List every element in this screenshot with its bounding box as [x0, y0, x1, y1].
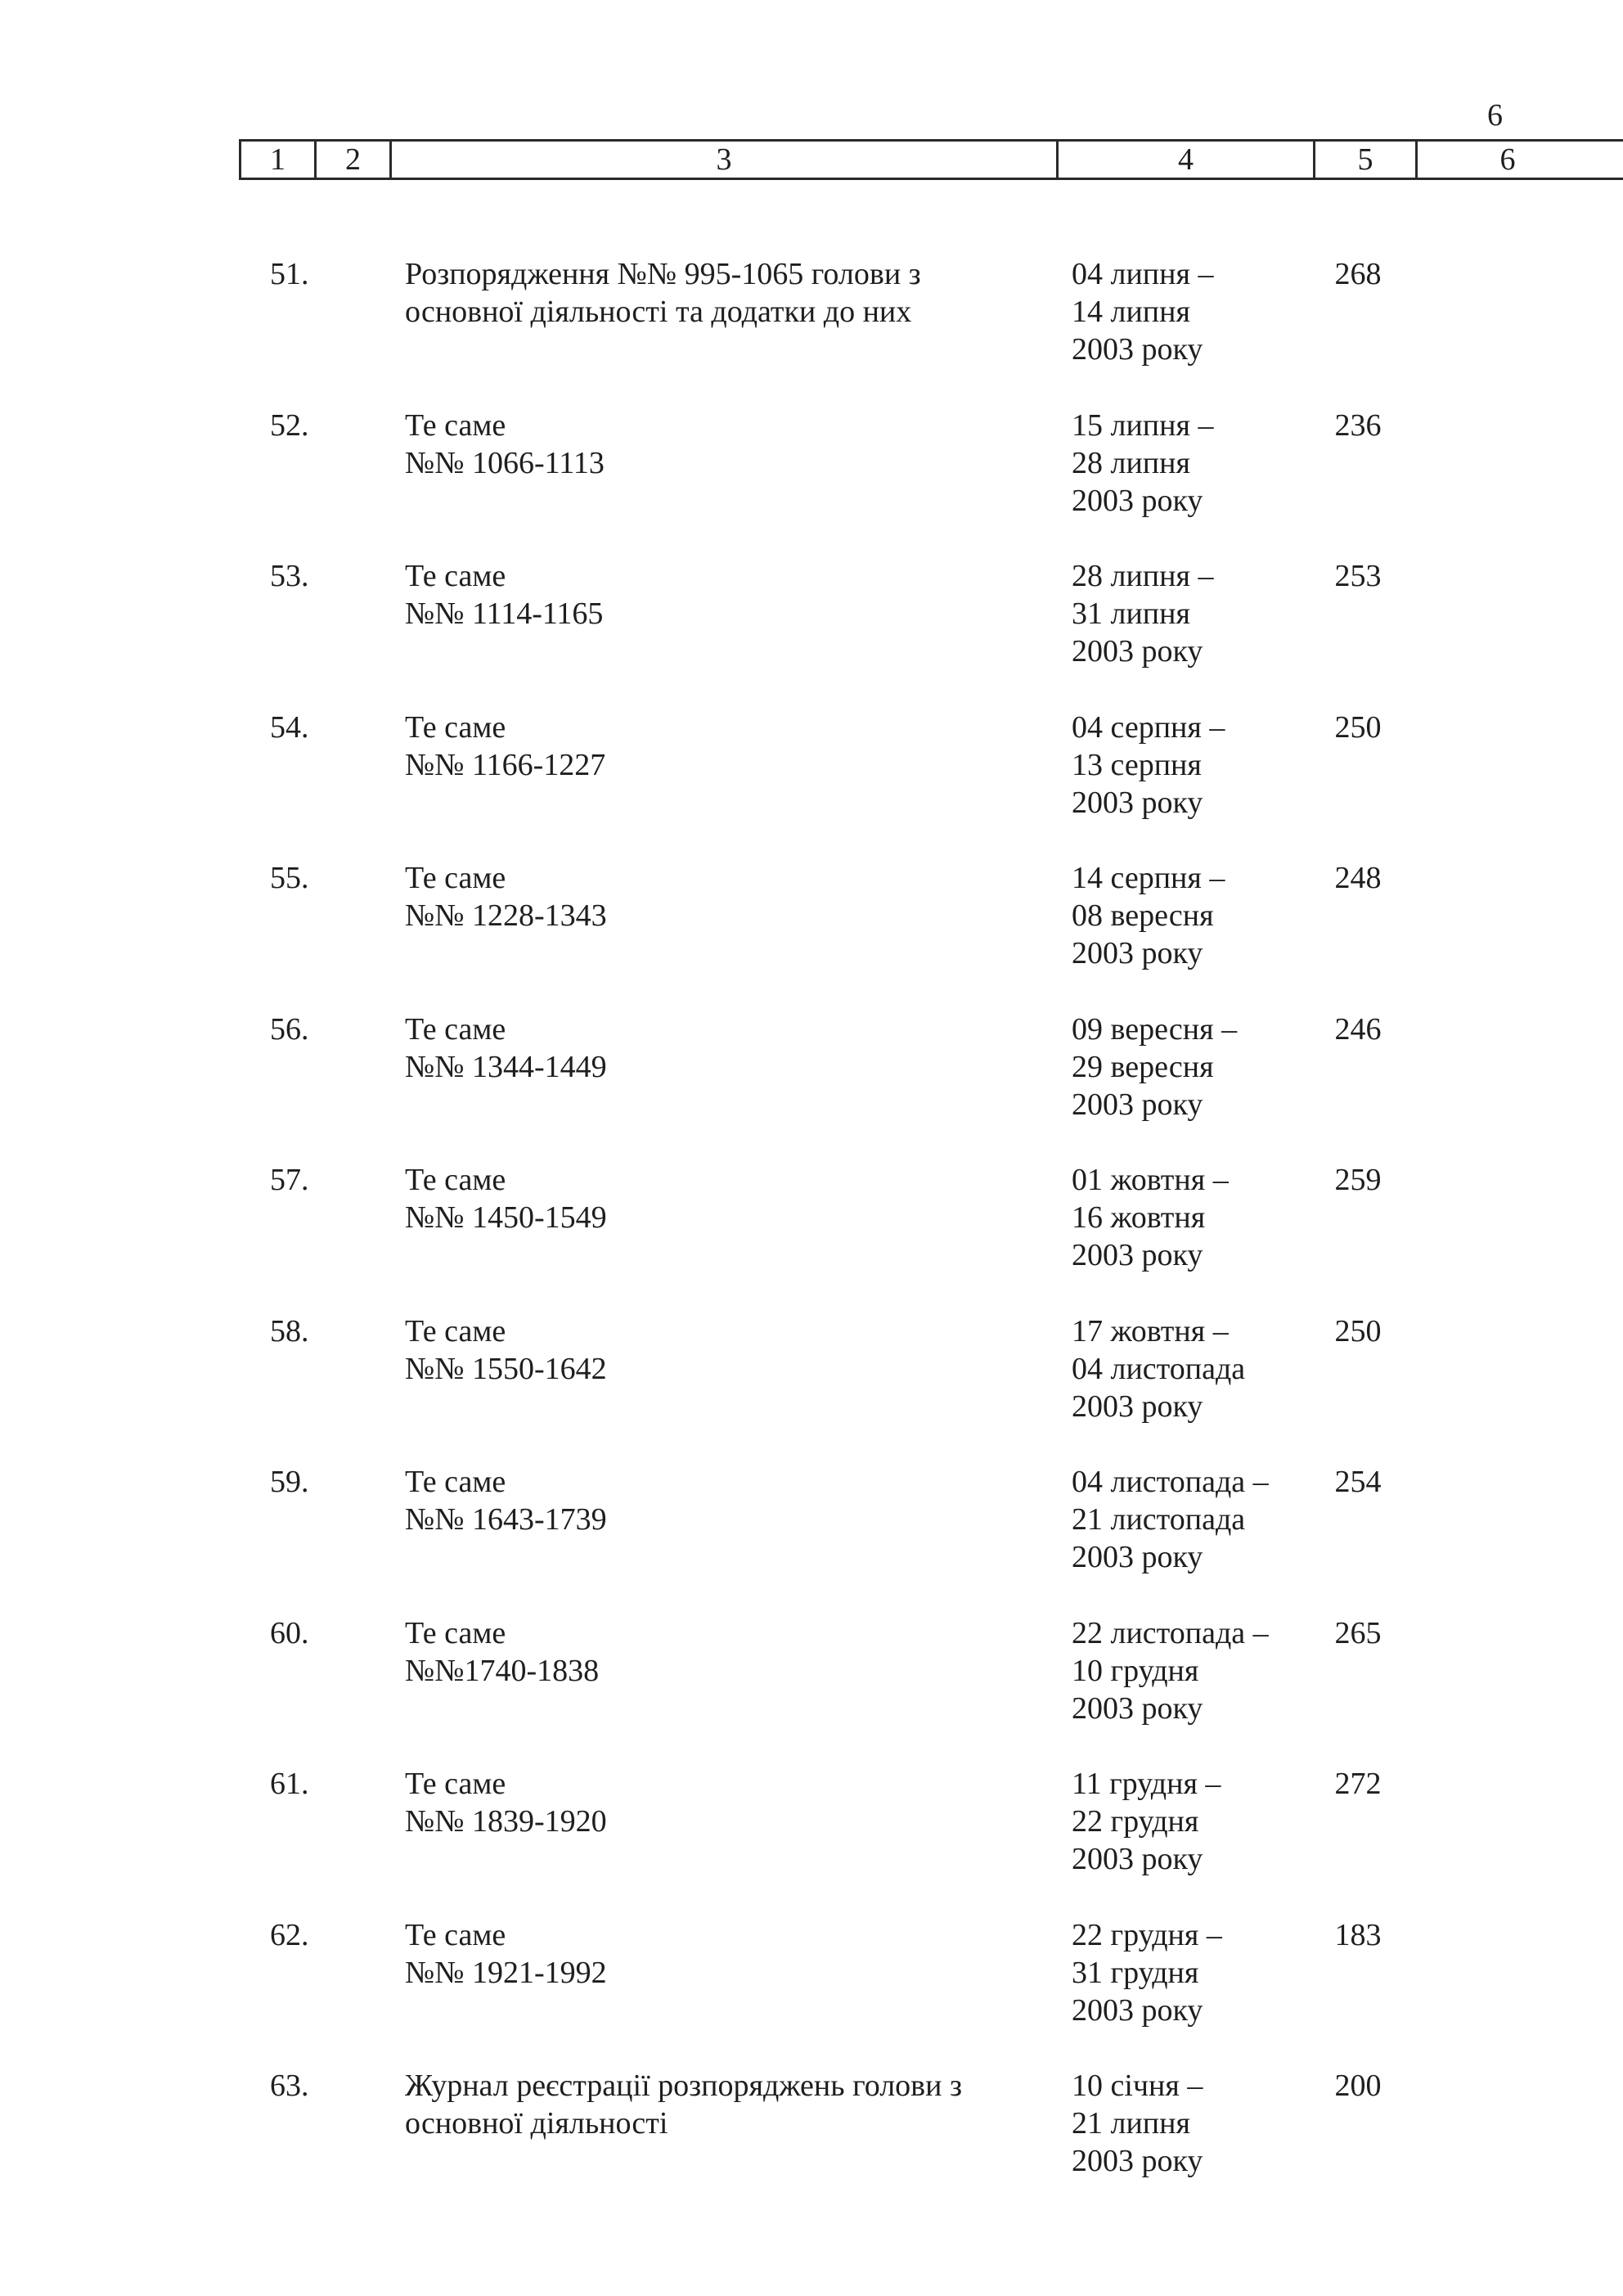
- item-title: [405, 1312, 1027, 1388]
- item-title-line: №№ 1166-1227: [405, 748, 606, 782]
- item-number: 52.: [270, 408, 309, 443]
- item-title-line: Те саме: [405, 861, 506, 895]
- item-date-line: 10 грудня: [1072, 1654, 1199, 1688]
- item-date-line: 2003 року: [1072, 332, 1203, 367]
- item-number: 54.: [270, 710, 309, 745]
- page-number: 6: [1487, 98, 1503, 133]
- item-dates: [1072, 859, 1225, 972]
- item-title-line: №№1740-1838: [405, 1654, 600, 1688]
- item-dates: [1072, 1463, 1269, 1576]
- item-title-line: Те саме: [405, 1314, 506, 1348]
- item-dates: [1072, 1765, 1221, 1878]
- item-date-line: 2003 року: [1072, 1540, 1203, 1574]
- item-date-line: 13 серпня: [1072, 748, 1202, 782]
- item-date-line: 04 листопада: [1072, 1352, 1246, 1386]
- item-date-line: 04 серпня –: [1072, 710, 1225, 745]
- item-title-line: №№ 1839-1920: [405, 1804, 607, 1839]
- item-dates: [1072, 1011, 1237, 1123]
- item-title-line: Те саме: [405, 1918, 506, 1952]
- item-title-line: Те саме: [405, 1767, 506, 1801]
- item-title-line: Журнал реєстрації розпоряджень голови з: [405, 2069, 962, 2103]
- item-title-line: №№ 1643-1739: [405, 1502, 607, 1537]
- item-sheet-count: 236: [1334, 408, 1382, 443]
- item-title: [405, 1463, 1027, 1538]
- item-title-line: Те саме: [405, 1465, 506, 1499]
- item-number: 62.: [270, 1918, 309, 1952]
- item-sheet-count: 248: [1334, 861, 1382, 895]
- item-date-line: 21 липня: [1072, 2106, 1190, 2141]
- item-date-line: 2003 року: [1072, 484, 1203, 518]
- item-title-line: Те саме: [405, 1163, 506, 1197]
- item-title-line: №№ 1114-1165: [405, 597, 604, 631]
- item-date-line: 22 грудня: [1072, 1804, 1199, 1839]
- item-dates: [1072, 1312, 1245, 1425]
- item-title-line: №№ 1344-1449: [405, 1050, 607, 1084]
- item-date-line: 10 січня –: [1072, 2069, 1203, 2103]
- item-dates: [1072, 709, 1225, 822]
- item-date-line: 01 жовтня –: [1072, 1163, 1229, 1197]
- item-title-line: Те саме: [405, 559, 506, 593]
- item-dates: [1072, 1916, 1222, 2029]
- item-date-line: 2003 року: [1072, 1389, 1203, 1424]
- header-col-2: 2: [317, 142, 392, 178]
- item-title-line: Те саме: [405, 1616, 506, 1650]
- item-sheet-count: 200: [1334, 2069, 1382, 2103]
- item-date-line: 15 липня –: [1072, 408, 1214, 443]
- item-date-line: 2003 року: [1072, 1842, 1203, 1876]
- item-dates: [1072, 1161, 1229, 1274]
- item-sheet-count: 259: [1334, 1163, 1382, 1197]
- item-sheet-count: 254: [1334, 1465, 1382, 1499]
- item-date-line: 2003 року: [1072, 786, 1203, 820]
- item-title-line: Те саме: [405, 408, 506, 443]
- item-number: 57.: [270, 1163, 309, 1197]
- item-date-line: 22 листопада –: [1072, 1616, 1269, 1650]
- item-title-line: №№ 1921-1992: [405, 1956, 607, 1990]
- item-sheet-count: 250: [1334, 1314, 1382, 1348]
- item-title: [405, 1614, 1027, 1690]
- item-title: [405, 557, 1027, 633]
- item-sheet-count: 183: [1334, 1918, 1382, 1952]
- item-number: 56.: [270, 1012, 309, 1047]
- item-date-line: 29 вересня: [1072, 1050, 1214, 1084]
- item-title: [405, 1765, 1027, 1840]
- item-date-line: 2003 року: [1072, 1087, 1203, 1122]
- item-number: 53.: [270, 559, 309, 593]
- item-date-line: 28 липня –: [1072, 559, 1214, 593]
- item-title: [405, 2067, 1027, 2142]
- header-col-3: 3: [392, 142, 1059, 178]
- item-date-line: 08 вересня: [1072, 898, 1214, 933]
- item-sheet-count: 246: [1334, 1012, 1382, 1047]
- item-title-line: №№ 1450-1549: [405, 1200, 607, 1235]
- item-dates: [1072, 2067, 1203, 2180]
- item-sheet-count: 250: [1334, 710, 1382, 745]
- item-date-line: 09 вересня –: [1072, 1012, 1238, 1047]
- item-dates: [1072, 557, 1213, 670]
- item-date-line: 21 листопада: [1072, 1502, 1246, 1537]
- item-title: [405, 255, 1027, 331]
- item-date-line: 04 листопада –: [1072, 1465, 1269, 1499]
- item-date-line: 2003 року: [1072, 2144, 1203, 2178]
- item-dates: [1072, 407, 1213, 520]
- item-number: 63.: [270, 2069, 309, 2103]
- header-col-5: 5: [1315, 142, 1418, 178]
- item-date-line: 28 липня: [1072, 446, 1190, 480]
- item-number: 51.: [270, 257, 309, 291]
- item-title-line: №№ 1228-1343: [405, 898, 607, 933]
- item-title: [405, 407, 1027, 482]
- item-number: 59.: [270, 1465, 309, 1499]
- item-sheet-count: 253: [1334, 559, 1382, 593]
- table-header-row: [239, 139, 1623, 180]
- item-title-line: №№ 1550-1642: [405, 1352, 607, 1386]
- item-date-line: 22 грудня –: [1072, 1918, 1222, 1952]
- item-title-line: №№ 1066-1113: [405, 446, 605, 480]
- header-col-1: 1: [241, 142, 317, 178]
- item-number: 61.: [270, 1767, 309, 1801]
- header-col-4: 4: [1059, 142, 1315, 178]
- item-title: [405, 1161, 1027, 1236]
- item-dates: [1072, 255, 1213, 368]
- item-date-line: 17 жовтня –: [1072, 1314, 1229, 1348]
- item-title: [405, 1916, 1027, 1992]
- item-title: [405, 859, 1027, 934]
- item-date-line: 2003 року: [1072, 1238, 1203, 1272]
- item-dates: [1072, 1614, 1269, 1727]
- item-title-line: основної діяльності та додатки до них: [405, 295, 912, 329]
- item-number: 58.: [270, 1314, 309, 1348]
- item-title: [405, 709, 1027, 784]
- item-sheet-count: 272: [1334, 1767, 1382, 1801]
- item-title-line: основної діяльності: [405, 2106, 668, 2141]
- item-date-line: 14 серпня –: [1072, 861, 1225, 895]
- item-date-line: 11 грудня –: [1072, 1767, 1221, 1801]
- item-title-line: Те саме: [405, 1012, 506, 1047]
- item-date-line: 2003 року: [1072, 1691, 1203, 1726]
- header-col-6: 6: [1499, 142, 1516, 177]
- item-date-line: 16 жовтня: [1072, 1200, 1206, 1235]
- item-title-line: Розпорядження №№ 995-1065 голови з: [405, 257, 921, 291]
- item-title-line: Те саме: [405, 710, 506, 745]
- item-number: 60.: [270, 1616, 309, 1650]
- item-date-line: 2003 року: [1072, 936, 1203, 970]
- item-sheet-count: 268: [1334, 257, 1382, 291]
- item-date-line: 14 липня: [1072, 295, 1190, 329]
- item-date-line: 31 липня: [1072, 597, 1190, 631]
- item-title: [405, 1011, 1027, 1086]
- item-date-line: 2003 року: [1072, 634, 1203, 669]
- item-date-line: 04 липня –: [1072, 257, 1214, 291]
- item-date-line: 2003 року: [1072, 1993, 1203, 2028]
- item-number: 55.: [270, 861, 309, 895]
- item-date-line: 31 грудня: [1072, 1956, 1199, 1990]
- item-sheet-count: 265: [1334, 1616, 1382, 1650]
